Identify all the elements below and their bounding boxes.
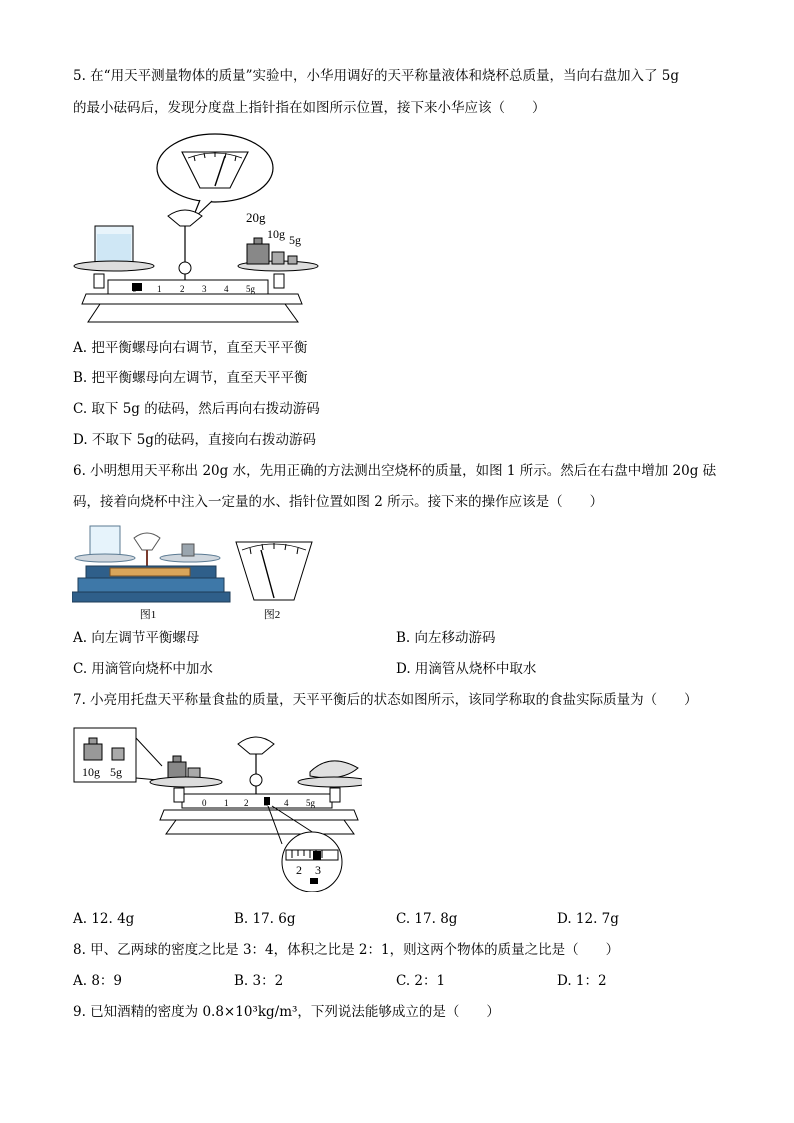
q5-scale-5g: 5g: [246, 284, 255, 294]
q8-stem-line1: 8. 甲、乙两球的密度之比是 3：4，体积之比是 2：1，则这两个物体的质量之比是（ ）: [73, 942, 620, 958]
q7-scale-2: 2: [244, 798, 249, 808]
q7-option-b[interactable]: B. 17. 6g: [234, 911, 296, 927]
weight-5g-icon: [288, 256, 297, 264]
q6-option-c[interactable]: C. 用滴管向烧杯中加水: [73, 661, 213, 677]
q7-scale-4: 4: [284, 798, 289, 808]
q9-stem-line1: 9. 已知酒精的密度为 0.8×10³kg/m³，下列说法能够成立的是（ ）: [73, 1004, 500, 1020]
q7-zoom-label-3: 3: [315, 863, 321, 877]
q5-option-d[interactable]: D. 不取下 5g的砝码，直接向右拨动游码: [73, 432, 316, 448]
q5-scale-0: 0: [132, 284, 137, 294]
q5-balance-figure: [70, 130, 330, 330]
q6-figures: [72, 520, 322, 624]
q6-fig2-dial: [236, 542, 312, 600]
q5-scale-1: 1: [157, 284, 162, 294]
q7-balance-figure: [72, 722, 362, 892]
q6-option-d[interactable]: D. 用滴管从烧杯中取水: [396, 661, 537, 677]
q5-option-c[interactable]: C. 取下 5g 的砝码，然后再向右拨动游码: [73, 401, 320, 417]
q6-stem-line2: 码，接着向烧杯中注入一定量的水、指针位置如图 2 所示。接下来的操作应该是（ ）: [73, 494, 604, 510]
q5-weight-label-20g: 20g: [246, 210, 266, 225]
q6-option-a[interactable]: A. 向左调节平衡螺母: [73, 630, 200, 646]
q5-option-b[interactable]: B. 把平衡螺母向左调节，直至天平平衡: [73, 370, 308, 386]
q8-option-b[interactable]: B. 3：2: [234, 973, 284, 989]
q7-option-d[interactable]: D. 12. 7g: [557, 911, 619, 927]
q6-option-b[interactable]: B. 向左移动游码: [396, 630, 496, 646]
salt-icon: [310, 761, 358, 778]
q5-weight-label-10g: 10g: [267, 227, 285, 241]
q7-zoom-label-2: 2: [296, 863, 302, 877]
q6-stem-line1: 6. 小明想用天平称出 20g 水，先用正确的方法测出空烧杯的质量，如图 1 所示。然后在右盘中增加 20g 砝: [73, 463, 717, 479]
q7-option-c[interactable]: C. 17. 8g: [396, 911, 458, 927]
q6-fig1-caption: 图1: [139, 609, 157, 621]
q7-inset-label-5g: 5g: [110, 765, 122, 779]
q7-scale-0: 0: [202, 798, 207, 808]
weight-20g-icon: [247, 244, 269, 264]
q8-option-d[interactable]: D. 1：2: [557, 973, 607, 989]
q5-scale-3: 3: [202, 284, 207, 294]
q5-scale-4: 4: [224, 284, 229, 294]
q7-stem-line1: 7. 小亮用托盘天平称量食盐的质量，天平平衡后的状态如图所示，该同学称取的食盐实际质量为（ ）: [73, 692, 698, 708]
q7-scale-1: 1: [224, 798, 229, 808]
weight-10g-icon: [272, 252, 284, 264]
q8-option-c[interactable]: C. 2：1: [396, 973, 446, 989]
q5-stem-line1: 5. 在“用天平测量物体的质量”实验中，小华用调好的天平称量液体和烧杯总质量，当向右盘加入了 5g: [73, 68, 679, 84]
q6-fig2-caption: 图2: [263, 609, 281, 621]
q5-weight-label-5g: 5g: [289, 233, 301, 247]
q7-scale-5g: 5g: [306, 798, 315, 808]
q7-inset-label-10g: 10g: [82, 765, 100, 779]
q5-option-a[interactable]: A. 把平衡螺母向右调节，直至天平平衡: [73, 340, 308, 356]
q8-option-a[interactable]: A. 8：9: [73, 973, 123, 989]
q5-scale-2: 2: [180, 284, 185, 294]
q7-option-a[interactable]: A. 12. 4g: [73, 911, 135, 927]
q5-stem-line2: 的最小砝码后，发现分度盘上指针指在如图所示位置，接下来小华应该（ ）: [73, 100, 546, 116]
